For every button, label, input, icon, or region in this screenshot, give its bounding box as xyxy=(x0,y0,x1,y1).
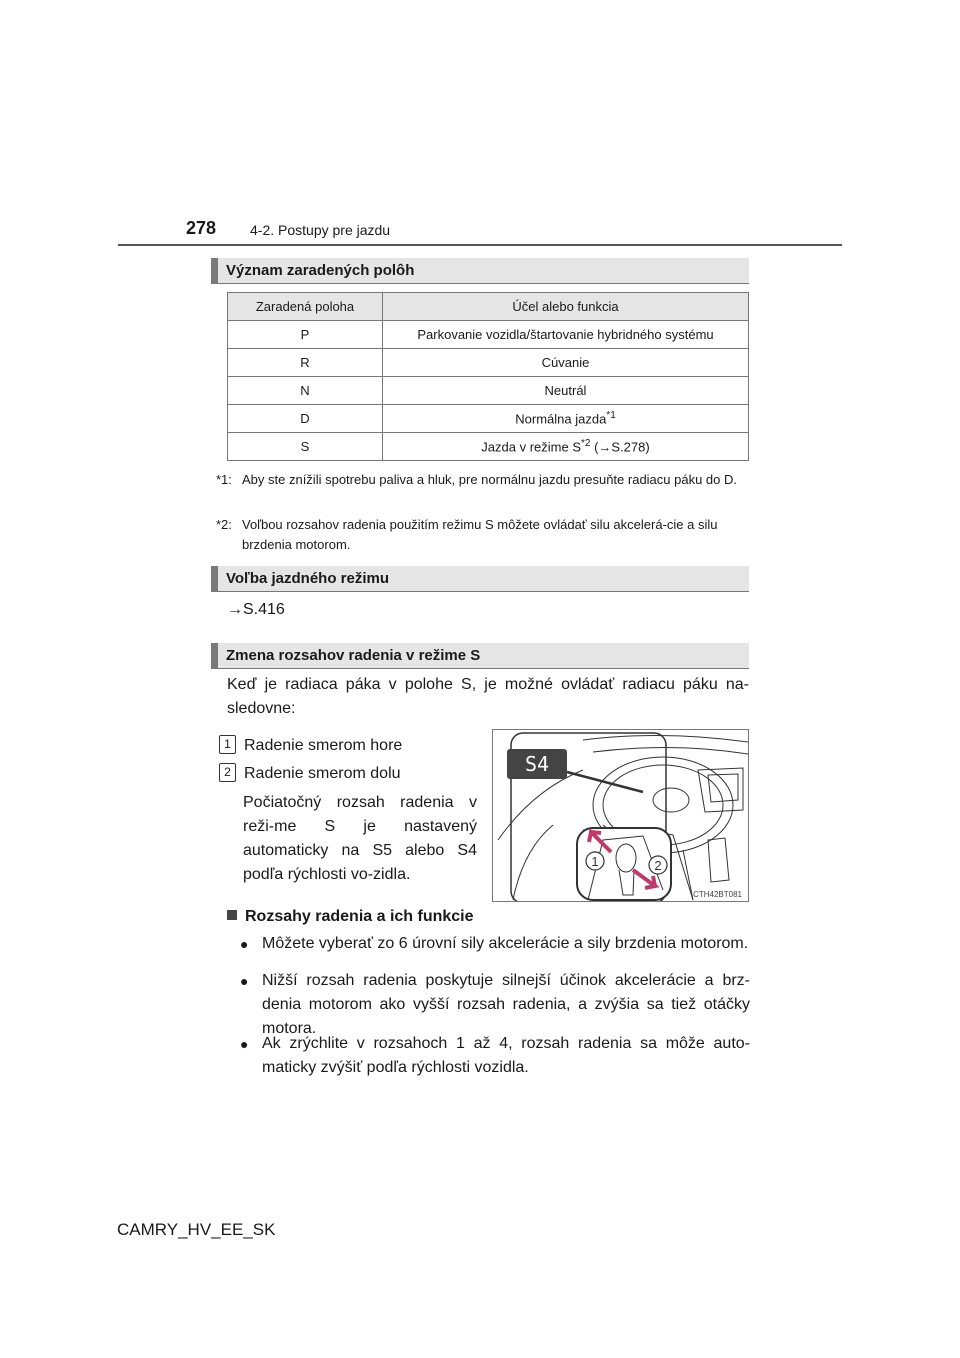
callout-2: 2 xyxy=(654,858,662,873)
list-item xyxy=(240,969,750,1041)
bullet-text: Ak zrýchlite v rozsahoch 1 až 4, rozsah radenia sa môže auto-maticky zvýšiť podľa rýchlosti vozidla. xyxy=(262,1035,750,1076)
list-item xyxy=(240,1032,750,1080)
callout-number: 1 xyxy=(219,735,236,754)
footnote-text: Voľbou rozsahov radenia použitím režimu S môžete ovládať silu akcelerá-cie a silu brzdenia motorom. xyxy=(242,517,718,552)
function-text: Normálna jazda xyxy=(515,411,607,427)
list-item-downshift xyxy=(219,762,401,786)
table-cell-position: D xyxy=(228,405,383,433)
footnote-mark: *1: xyxy=(216,472,232,487)
footnote-2 xyxy=(216,515,748,555)
section-heading-gears: Význam zaradených polôh xyxy=(211,258,749,284)
section-heading-s-mode: Zmena rozsahov radenia v režime S xyxy=(211,643,749,669)
footer-code: CAMRY_HV_EE_SK xyxy=(117,1220,276,1239)
figure-illustration xyxy=(493,730,749,902)
gear-display-label: S4 xyxy=(524,752,550,776)
figure-code: CTH42BT081 xyxy=(693,890,742,899)
table-header-cell: Účel alebo funkcia xyxy=(383,293,749,321)
list-item-text: Radenie smerom dolu xyxy=(244,765,401,782)
table-cell-function xyxy=(383,377,749,405)
table-cell-function xyxy=(383,349,749,377)
callout-1: 1 xyxy=(591,854,599,869)
table-row xyxy=(228,377,749,405)
ranges-heading xyxy=(227,908,474,926)
function-text: Jazda v režime S xyxy=(481,439,581,455)
footnote-mark: *2: xyxy=(216,517,232,532)
table-row xyxy=(228,405,749,433)
header-rule xyxy=(118,244,842,246)
function-text: Neutrál xyxy=(544,383,587,398)
bullet-text: Nižší rozsah radenia poskytuje silnejší účinok akcelerácie a brz-denia motorom ako vyšší rozsah radenia, a zvýšia sa tiež otáčky motora. xyxy=(262,972,750,1037)
function-text: Parkovanie vozidla/štartovanie hybridného systému xyxy=(417,327,714,342)
square-bullet-icon xyxy=(227,910,237,920)
s-mode-intro: Keď je radiaca páka v polohe S, je možné ovládať radiacu páku na-sledovne: xyxy=(227,676,749,717)
footnote-1 xyxy=(216,470,748,490)
table-cell-function xyxy=(383,405,749,433)
table-row xyxy=(228,433,749,461)
footnote-text: Aby ste znížili spotrebu paliva a hluk, pre normálnu jazdu presuňte radiacu páku do D. xyxy=(242,472,738,487)
page-number: 278 xyxy=(186,218,217,238)
table-cell-position: P xyxy=(228,321,383,349)
table-cell-position: R xyxy=(228,349,383,377)
bullet-text: Môžete vyberať zo 6 úrovní sily akcelerácie a sily brzdenia motorom. xyxy=(262,935,749,952)
table-cell-function xyxy=(383,321,749,349)
footnote-ref: *2 xyxy=(581,438,591,450)
bullet-icon: ● xyxy=(240,1036,249,1052)
shift-lever-figure xyxy=(492,729,749,902)
page-ref-link[interactable]: (→S.278) xyxy=(590,439,650,455)
callout-number: 2 xyxy=(219,763,236,782)
table-cell-function xyxy=(383,433,749,461)
gear-table xyxy=(227,292,749,461)
list-item-text: Radenie smerom hore xyxy=(244,737,403,754)
bullet-icon: ● xyxy=(240,936,249,952)
ranges-heading-text: Rozsahy radenia a ich funkcie xyxy=(245,908,474,925)
drive-mode-page-ref[interactable]: →S.416 xyxy=(227,601,285,618)
section-heading-drive-mode: Voľba jazdného režimu xyxy=(211,566,749,592)
list-item-upshift xyxy=(219,734,402,758)
function-text: Cúvanie xyxy=(541,355,590,370)
chapter-title: 4-2. Postupy pre jazdu xyxy=(250,222,391,238)
table-row xyxy=(228,321,749,349)
list-item xyxy=(240,932,750,956)
bullet-icon: ● xyxy=(240,973,249,989)
table-header-cell: Zaradená poloha xyxy=(228,293,383,321)
table-cell-position: N xyxy=(228,377,383,405)
initial-range-text: Počiatočný rozsah radenia v reži-me S je nastavený automaticky na S5 alebo S4 podľa rýchlosti vo-zidla. xyxy=(243,794,477,883)
table-row xyxy=(228,349,749,377)
table-header-row xyxy=(228,293,749,321)
table-cell-position: S xyxy=(228,433,383,461)
footnote-ref: *1 xyxy=(606,410,616,422)
